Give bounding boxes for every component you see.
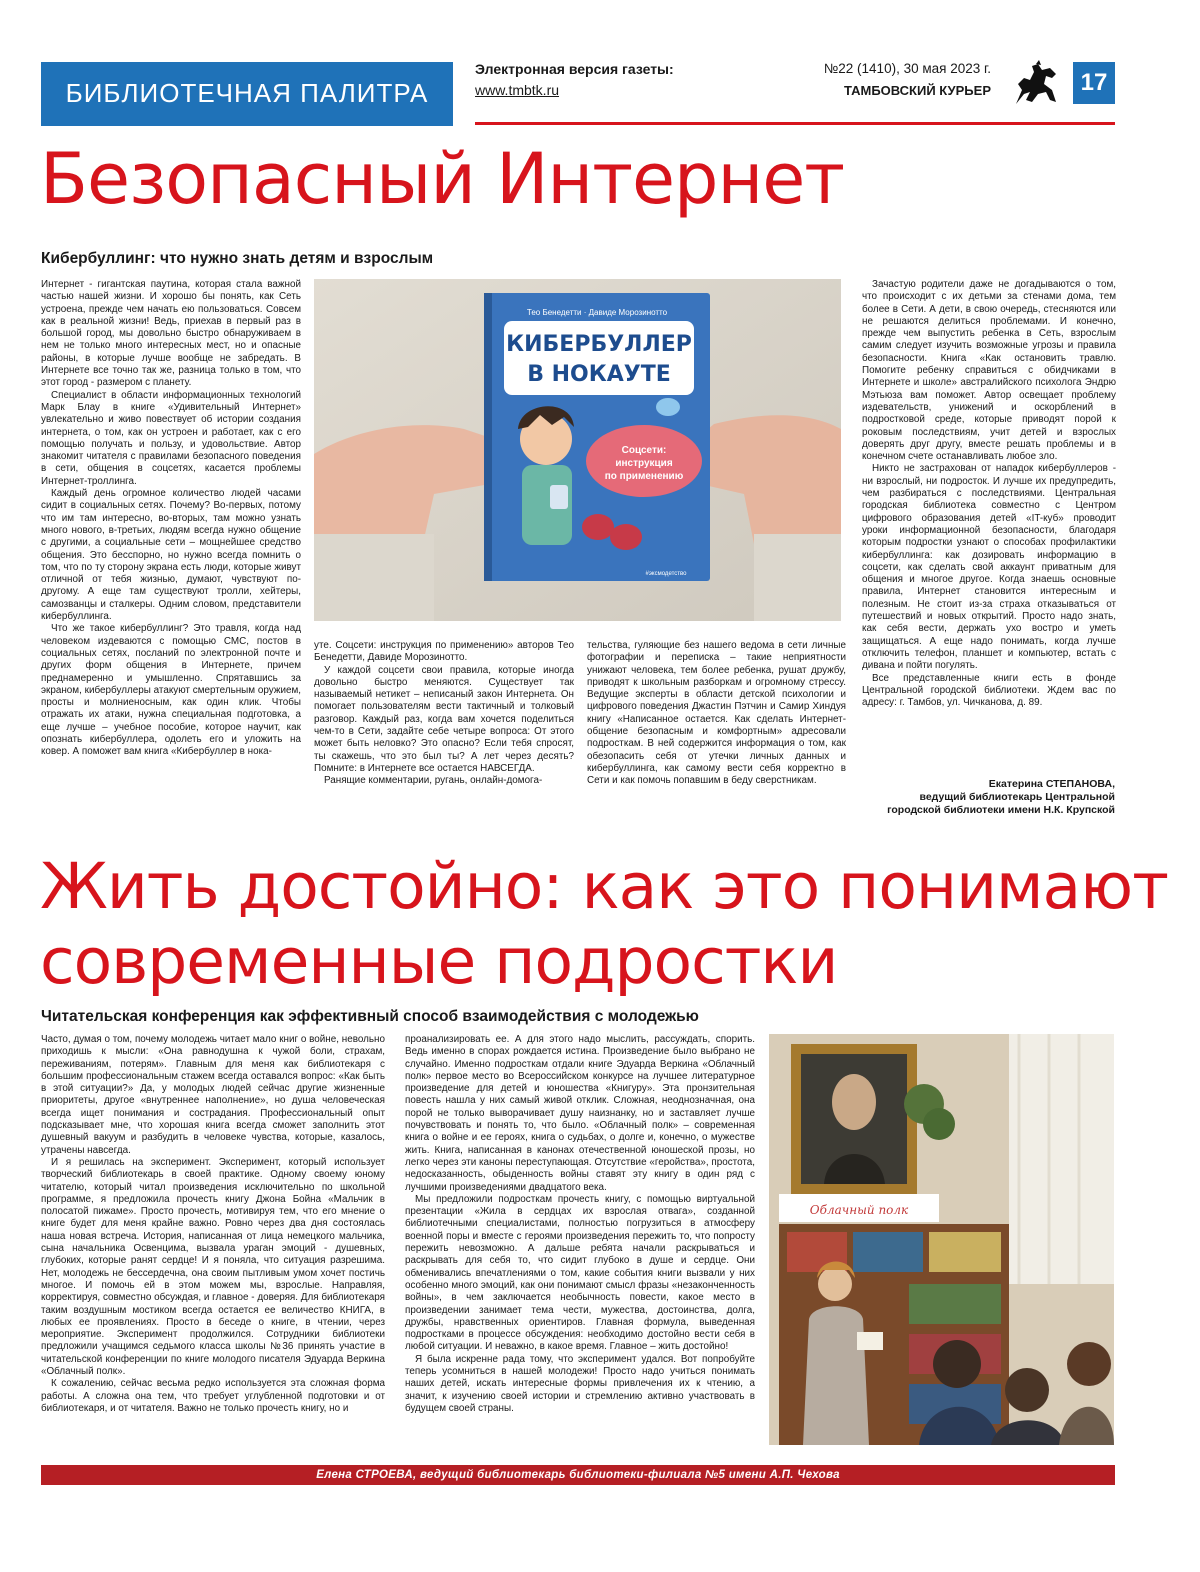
header-blue-divider — [41, 122, 453, 126]
paragraph: Каждый день огромное количество людей часами сидит в социальных сетях. Почему? Во-первых, потому что им там интересно, во-вторых, там можно узнать много нового, в-третьих, людям всегда нужно общение с другими, а социальные сети – мощнейшее средство общения. Это бесспорно, но нужно всегда помнить о том, что по ту сторону экрана есть люди, которые живут отличной от тебя жизнью, думают, чувствуют по-другому. А еще там существуют тролли, хейтеры, самозванцы и сталкеры. Одним словом, представители кибербуллинга. — [41, 488, 301, 623]
paragraph: Я была искренне рада тому, что эксперимент удался. Вот попробуйте теперь усомниться в нашей молодежи! Просто надо учиться понимать наших детей, искать интересные формы привлечения их к чтению, а значит, к изучению своей истории и стремлению активно участвовать в будущем своей страны. — [405, 1353, 755, 1414]
signature-line: ведущий библиотекарь Центральной — [919, 791, 1115, 803]
paragraph: Интернет - гигантская паутина, которая стала важной частью нашей жизни. И хорошо бы понять, как Сеть устроена, прежде чем начать ею пользоваться. Совсем как в реальной жизни! Ведь, приехав в первый раз в большой город, мы довольно быстро обнаруживаем в нем не только много интересных мест, но и опасные районы, в которые лучше вообще не забредать. В Интернете все точно так же, разница только в том, что этот город - размером с планету. — [41, 279, 301, 389]
cloud-line-2: инструкция — [615, 458, 673, 469]
article-1-signature — [835, 778, 1115, 817]
article-1-column-4 — [862, 279, 1116, 779]
cloud-line-3: по применению — [604, 471, 684, 482]
paragraph: Ранящие комментарии, ругань, онлайн-домога- — [324, 775, 543, 787]
paragraph: Все представленные книги есть в фонде Центральной городской библиотеки. Ждем вас по адресу: г. Тамбов, ул. Чичканова, д. 89. — [862, 672, 1116, 709]
book-authors: Тео Бенедетти · Давиде Морозинотто — [526, 308, 668, 317]
book-photo — [314, 279, 841, 621]
signature-line: Екатерина СТЕПАНОВА, — [988, 778, 1115, 790]
article-2-headline-line-1: Жить достойно: как это понимают — [40, 850, 1168, 923]
section-rubric: БИБЛИОТЕЧНАЯ ПАЛИТРА — [41, 62, 453, 124]
signature-line: городской библиотеки имени Н.К. Крупской — [887, 804, 1115, 816]
article-1-column-1 — [41, 279, 301, 819]
paragraph: К сожалению, сейчас весьма редко используется эта сложная форма работы. А сложна она тем, что требует углубленной подготовки и от библиотекаря, и от читателя. Важно не только прочесть книгу, но и — [41, 1378, 385, 1414]
paragraph: Специалист в области информационных технологий Марк Блау в книге «Удивительный Интернет» увлекательно и живо повествует об истории создания интернета, о том, как он устроен и работает, как с его помощью получать и пользу, и удовольствие. Автор знакомит читателя с правилами безопасного поведения в сети, общения в соцсетях, касается проблемы Интернет-троллинга. — [41, 389, 301, 487]
newspaper-name: ТАМБОВСКИЙ КУРЬЕР — [843, 83, 991, 98]
paragraph: У каждой соцсети свои правила, которые иногда довольно быстро меняются. Существует так называемый нетикет – неписаный закон Интернета. Он помогает пользователям вести тактичный и толковый разговор. Каждый раз, когда вам хочется поделиться чем-то в Сети, задайте себе четыре вопроса: От этого может быть неловко? Это опасно? Если тебя спросят, ты скажешь, что это был ты? А лет через десять? Помните: в Интернете все остается НАВСЕГДА. — [314, 664, 574, 774]
book-title-line-1: КИБЕРБУЛЛЕР — [506, 332, 692, 357]
article-2-column-2 — [405, 1034, 755, 1452]
article-2-column-1 — [41, 1034, 385, 1452]
web-version-label: Электронная версия газеты: — [475, 61, 674, 77]
article-1-subheadline: Кибербуллинг: что нужно знать детям и взрослым — [41, 250, 434, 267]
cloud-line-1: Соцсети: — [621, 445, 667, 456]
publisher-mark: #эксмодетство — [645, 571, 687, 577]
header-red-divider — [475, 122, 1115, 125]
website-link[interactable]: www.tmbtk.ru — [475, 82, 560, 98]
paragraph: Что же такое кибербуллинг? Это травля, когда над человеком издеваются с помощью СМС, постов в социальных сетях, посланий по электронной почте и других форм общения в Интернете, причем преднамеренно и умышленно. Спрятавшись за экраном, кибербуллеры атакуют смертельным оружием, просты и молниеносным, как один клик. Чтобы отражать их атаки, нужна специальная подготовка, а еще лучше – учебное пособие, которое научит, как опознать кибербуллера, одолеть его и уложить на ковер. А поможет вам книга «Кибербуллер в нока- — [41, 623, 301, 758]
article-2-subheadline: Читательская конференция как эффективный способ взаимодействия с молодежью — [41, 1008, 699, 1025]
paragraph: проанализировать ее. А для этого надо мыслить, рассуждать, спорить. Ведь именно в спорах рождается истина. Произведение было выбрано не случайно. Именно подросткам отдали книге Эдуарда Веркина «Облачный полк» первое место во Всероссийском конкурсе на лучшее литературное произведение для детей и юношества «Книгуру». Эта пронзительная повесть нашла у них самый живой отклик. Сложная, неоднозначная, она порой не только выворачивает душу наизнанку, но и заставляет лучше почувствовать и понять то, что было. «Облачный полк» – современная книга о войне и ее героях, книга о судьбах, о долге и, конечно, о мужестве жить. Книга, написанная в канонах отечественной юношеской прозы, но легко через эти каноны переступающая. Отсутствие «геройства», простота, недосказанность, обыденность войны ставят эту книгу в один ряд с лучшими произведениями двадцатого века. — [405, 1034, 755, 1193]
article-2-headline-line-2: современные подростки — [40, 925, 838, 998]
paragraph: Мы предложили подросткам прочесть книгу, с помощью виртуальной презентации «Жила в сердцах их взрослая отвага», созданной библиотечными специалистами, полностью погрузиться в атмосферу военной поры и вместе с героями произведения пережить то, что попросту пережить невозможно. А дальше ребята начали раскрываться и раскрывать для себя то, что сидит глубоко в душе и сердце. Они обменивались впечатлениями о том, какие события книги вызвали у них особенно много эмоций, как они понимают смысл фразы «незаконченность войны», в чем заключается необычность повести, какое место в произведении занимает тема чести, мужества, достоинства, долга, дружбы, нравственных ориентиров. Главная формула, выведенная подростками в процессе обсуждения: необходимо достойно вести себя в любой ситуации. И неважно, в какое время. Главное – жить достойно! — [405, 1193, 755, 1353]
article-1-column-2 — [314, 640, 574, 820]
article-2-author-footer: Елена СТРОЕВА, ведущий библиотекарь библиотеки-филиала №5 имени А.П. Чехова — [41, 1465, 1115, 1485]
paragraph: Никто не застрахован от нападок кибербуллеров - ни взрослый, ни подросток. И лучше их предупредить, чем разбираться с последствиями. Центральная городская библиотека совместно с Центром цифрового образования детей «IT-куб» проводит уроки информационной безопасности, благодаря которым подростки узнают о способах профилактики кибербуллинга: как дозировать информацию в соцсети, как сделать свой аккаунт приватным для общения и многое другое. Когда знаешь основные правила, Интернет становится интересным и полезным. Не стоит из-за страха отказываться от путешествий и новых открытий. Просто надо знать, как себя вести, держать ухо востро и уметь защищаться. А еще надо понимать, когда лучше отключить телефон, планшет и компьютер, встать с дивана и пойти погулять. — [862, 463, 1116, 672]
page-number: 17 — [1073, 62, 1115, 104]
issue-info: №22 (1410), 30 мая 2023 г. — [823, 61, 991, 76]
paragraph: уте. Соцсети: инструкция по применению» авторов Тео Бенедетти, Давиде Морозинотто. — [314, 640, 574, 664]
book-title-line-2: В НОКАУТЕ — [527, 362, 671, 387]
paragraph: Часто, думая о том, почему молодежь читает мало книг о войне, невольно приходишь к мысли: «Она равнодушна к чужой боли, страхам, переживаниям, потерям». Главным для меня как библиотекаря с большим профессиональным стажем всегда оставался вопрос: «Как быть в этой ситуации?» Да, у молодых людей сейчас другие жизненные приоритеты, другое «внутреннее наполнение», но душа человеческая всегда ищет понимания и сострадания. Профессиональный опыт подсказывает мне, что хорошая книга всегда сможет заполнить этот душевный вакуум и разбудить в человеке чувства, которые, казалось, утрачены навсегда. — [41, 1034, 385, 1156]
library-event-photo — [769, 1034, 1114, 1445]
article-1-column-3 — [587, 640, 846, 820]
paragraph: И я решилась на эксперимент. Эксперимент, который использует творческий библиотекарь в своей практике. Одному своему юному читателю, который читал произведения исключительно по школьной программе, я предложила прочесть книгу Джона Бойна «Мальчик в полосатой пижаме». Просто прочесть, мотивируя тем, что его мнение о книге будет для меня крайне важно. Ровно через два дня состоялась наша новая встреча. История, написанная от лица немецкого мальчика, сына начальника Освенцима, вызвала ураган эмоций - душевных, глубоких, которые ранят сердце! И я поняла, что ситуация разрешима. Нет, молодежь не бессердечна, она своим пытливым умом хочет постичь многое. И помочь ей в этом можем мы, взрослые. Направляя, корректируя, совместно обсуждая, и главное - доверяя. Для библиотекаря таким воздушным мостиком всегда остается ее величество КНИГА, в любых ее проявлениях. Просто в беседе о книге, в чтении, через мероприятие. Эксперимент продолжился. Сотрудники библиотеки предложили учащимся седьмого класса школы №36 принять участие в читательской конференции по книге молодого писателя Эдуарда Веркина «Облачный полк». — [41, 1156, 385, 1378]
display-title: Облачный полк — [809, 1203, 909, 1217]
horseman-logo-icon — [1008, 60, 1062, 110]
paragraph: тельства, гуляющие без нашего ведома в сети личные фотографии и переписка – такие неприятности унижают человека, тем более ребенка, рушат дружбу, приводят к школьным разборкам и огромному стрессу. Ведущие эксперты в области детской психологии и цифрового поведения Джастин Пэтчин и Самир Хиндуя книгу «Написанное остается. Как сделать Интернет-общение безопасным и комфортным» адресовали подросткам. В ней содержится информация о том, как обезопасить себя от утечки личных данных и кибербуллинга, как самому вести себя корректно в Сети и как помочь попавшим в беду сверстникам. — [587, 640, 846, 787]
article-1-headline: Безопасный Интернет — [40, 138, 845, 220]
paragraph: Зачастую родители даже не догадываются о том, что происходит с их детьми за стенами дома, тем более в Сети. А дети, в свою очередь, стесняются или не решаются делиться проблемами. И конечно, прежде чем выпустить ребенка в Сеть, взрослым самим следует изучить возможные угрозы и правила безопасности. Книга «Как остановить травлю. Помогите ребенку справиться с обидчиками в Интернете и школе» австралийского психолога Эндрю Мэтьюза вам поможет. Автор освещает проблему издевательств, унижений и оскорблений в подростковой среде, которые приводят порой к роковым последствиям, учит детей и взрослых доверять друг другу, вместе решать проблемы и в конечном счете останавливать любое зло. — [862, 279, 1116, 463]
